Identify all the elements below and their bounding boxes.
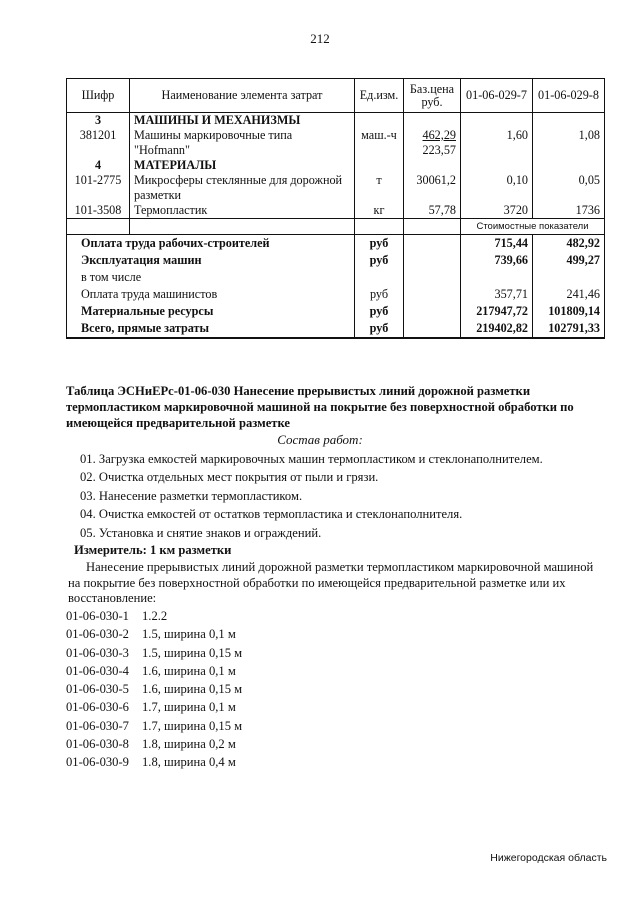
indicators-title: Стоимостные показатели	[461, 219, 605, 235]
summary-row	[67, 286, 605, 303]
summary-value-7: 739,66	[461, 252, 533, 269]
section-number: 3	[67, 113, 130, 129]
row-name-line2: разметки	[134, 188, 182, 202]
summary-value-8: 499,27	[533, 252, 605, 269]
summary-value-7: 357,71	[461, 286, 533, 303]
list-item	[66, 625, 242, 643]
summary-value-7: 219402,82	[461, 320, 533, 338]
list-item	[66, 698, 242, 716]
row-name-line2: "Hofmann"	[134, 143, 190, 157]
item-code: 01-06-030-1	[66, 609, 129, 623]
summary-value-8: 102791,33	[533, 320, 605, 338]
work-item: 03. Нанесение разметки термопластиком.	[80, 488, 303, 503]
item-text: 1.6, ширина 0,1 м	[142, 663, 236, 678]
header-code: Шифр	[67, 79, 130, 113]
header-base-price: Баз.цена руб.	[404, 79, 461, 113]
section-number: 4	[67, 158, 130, 173]
row-value-7: 0,10	[461, 173, 533, 203]
item-text: 1.5, ширина 0,15 м	[142, 645, 243, 660]
table-title-line: термопластиком маркировочной машиной на покрытие без поверхностной обработки по	[66, 400, 574, 414]
summary-row	[67, 269, 605, 286]
row-value-7: 1,60	[461, 128, 533, 158]
indicators-header-row	[67, 219, 605, 235]
summary-unit: руб	[355, 235, 404, 253]
row-name-line1: Микросферы стеклянные для дорожной	[134, 173, 343, 187]
section-row-materials	[67, 158, 605, 173]
row-code: 101-2775	[67, 173, 130, 203]
header-unit: Ед.изм.	[355, 79, 404, 113]
item-code: 01-06-030-7	[66, 718, 129, 733]
header-name: Наименование элемента затрат	[130, 79, 355, 113]
summary-unit: руб	[355, 320, 404, 338]
item-code: 01-06-030-6	[66, 700, 129, 715]
summary-label: Оплата труда машинистов	[67, 286, 355, 303]
work-item: 05. Установка и снятие знаков и ограждений.	[80, 525, 322, 540]
summary-unit: руб	[355, 252, 404, 269]
description-line: восстановление:	[68, 591, 157, 605]
composition-heading: Состав работ:	[277, 432, 363, 447]
row-code: 381201	[67, 128, 130, 158]
row-value-8: 1,08	[533, 128, 605, 158]
section-row-machines	[67, 113, 605, 129]
cost-table	[66, 78, 605, 339]
row-name	[130, 173, 355, 203]
row-name: Термопластик	[130, 203, 355, 219]
table-header-row	[67, 79, 605, 113]
summary-label: Оплата труда рабочих-строителей	[67, 235, 355, 253]
header-col-7: 01-06-029-7	[461, 79, 533, 113]
work-item: 02. Очистка отдельных мест покрытия от пыли и грязи.	[80, 470, 379, 485]
row-price-line2: 223,57	[422, 143, 456, 157]
list-item	[66, 607, 242, 625]
item-code: 01-06-030-9	[66, 755, 129, 770]
item-text: 1.7, ширина 0,1 м	[142, 700, 236, 715]
section-title: МАТЕРИАЛЫ	[130, 158, 355, 173]
table-title-line: Таблица ЭСНиЕРс-01-06-030 Нанесение прерывистых линий дорожной разметки	[66, 384, 531, 398]
item-text: 1.6, ширина 0,15 м	[142, 682, 243, 697]
table-row-material	[67, 173, 605, 203]
description-line: Нанесение прерывистых линий дорожной разметки термопластиком маркировочной машиной	[86, 560, 594, 574]
item-text: 1.8, ширина 0,4 м	[142, 755, 236, 770]
page-number: 212	[310, 31, 330, 46]
row-unit: кг	[355, 203, 404, 219]
list-item	[66, 753, 242, 771]
list-item	[66, 662, 242, 680]
item-text: 1.7, ширина 0,15 м	[142, 718, 243, 733]
summary-label: Всего, прямые затраты	[67, 320, 355, 338]
section-title: МАШИНЫ И МЕХАНИЗМЫ	[130, 113, 355, 129]
footer-region: Нижегородская область	[490, 852, 607, 864]
row-price	[404, 128, 461, 158]
work-item: 04. Очистка емкостей от остатков термопластика и стеклонаполнителя.	[80, 507, 463, 522]
summary-value-7: 715,44	[461, 235, 533, 253]
row-price-line1: 462,29	[422, 128, 456, 142]
row-unit: т	[355, 173, 404, 203]
item-code: 01-06-030-5	[66, 682, 129, 697]
summary-label: Эксплуатация машин	[67, 252, 355, 269]
meter-label: Измеритель: 1 км разметки	[74, 543, 232, 557]
row-name-line1: Машины маркировочные типа	[134, 128, 293, 142]
summary-unit: руб	[355, 286, 404, 303]
summary-row	[67, 252, 605, 269]
works-list	[80, 450, 543, 542]
description	[68, 560, 606, 607]
summary-value-8: 482,92	[533, 235, 605, 253]
item-code: 01-06-030-2	[66, 627, 129, 642]
summary-value-8: 241,46	[533, 286, 605, 303]
table-title-line: имеющейся предварительной разметке	[66, 416, 291, 430]
description-line: на покрытие без поверхностной обработки по имеющейся предварительной разметке или их	[68, 575, 566, 590]
work-item: 01. Загрузка емкостей маркировочных машин термопластиком и стеклонаполнителем.	[80, 452, 543, 466]
summary-label: в том числе	[67, 269, 355, 286]
list-item	[66, 680, 242, 698]
item-text: 1.5, ширина 0,1 м	[142, 627, 236, 642]
table-row-material	[67, 203, 605, 219]
row-value-7: 3720	[461, 203, 533, 219]
summary-value-8: 101809,14	[533, 303, 605, 320]
list-item	[66, 644, 242, 662]
list-item	[66, 735, 242, 753]
row-value-8: 1736	[533, 203, 605, 219]
codes-list	[66, 607, 242, 772]
row-price: 57,78	[404, 203, 461, 219]
row-value-8: 0,05	[533, 173, 605, 203]
header-col-8: 01-06-029-8	[533, 79, 605, 113]
table-row-machine	[67, 128, 605, 158]
summary-unit: руб	[355, 303, 404, 320]
item-code: 01-06-030-8	[66, 737, 129, 752]
row-price: 30061,2	[404, 173, 461, 203]
row-name	[130, 128, 355, 158]
summary-row	[67, 235, 605, 253]
summary-row-total	[67, 320, 605, 338]
item-code: 01-06-030-4	[66, 663, 129, 678]
item-code: 01-06-030-3	[66, 645, 129, 660]
summary-row	[67, 303, 605, 320]
row-code: 101-3508	[67, 203, 130, 219]
item-text: 1.8, ширина 0,2 м	[142, 737, 236, 752]
table-title	[66, 383, 614, 431]
summary-label: Материальные ресурсы	[67, 303, 355, 320]
list-item	[66, 717, 242, 735]
item-text: 1.2.2	[142, 609, 168, 623]
row-unit: маш.-ч	[355, 128, 404, 158]
summary-value-7: 217947,72	[461, 303, 533, 320]
